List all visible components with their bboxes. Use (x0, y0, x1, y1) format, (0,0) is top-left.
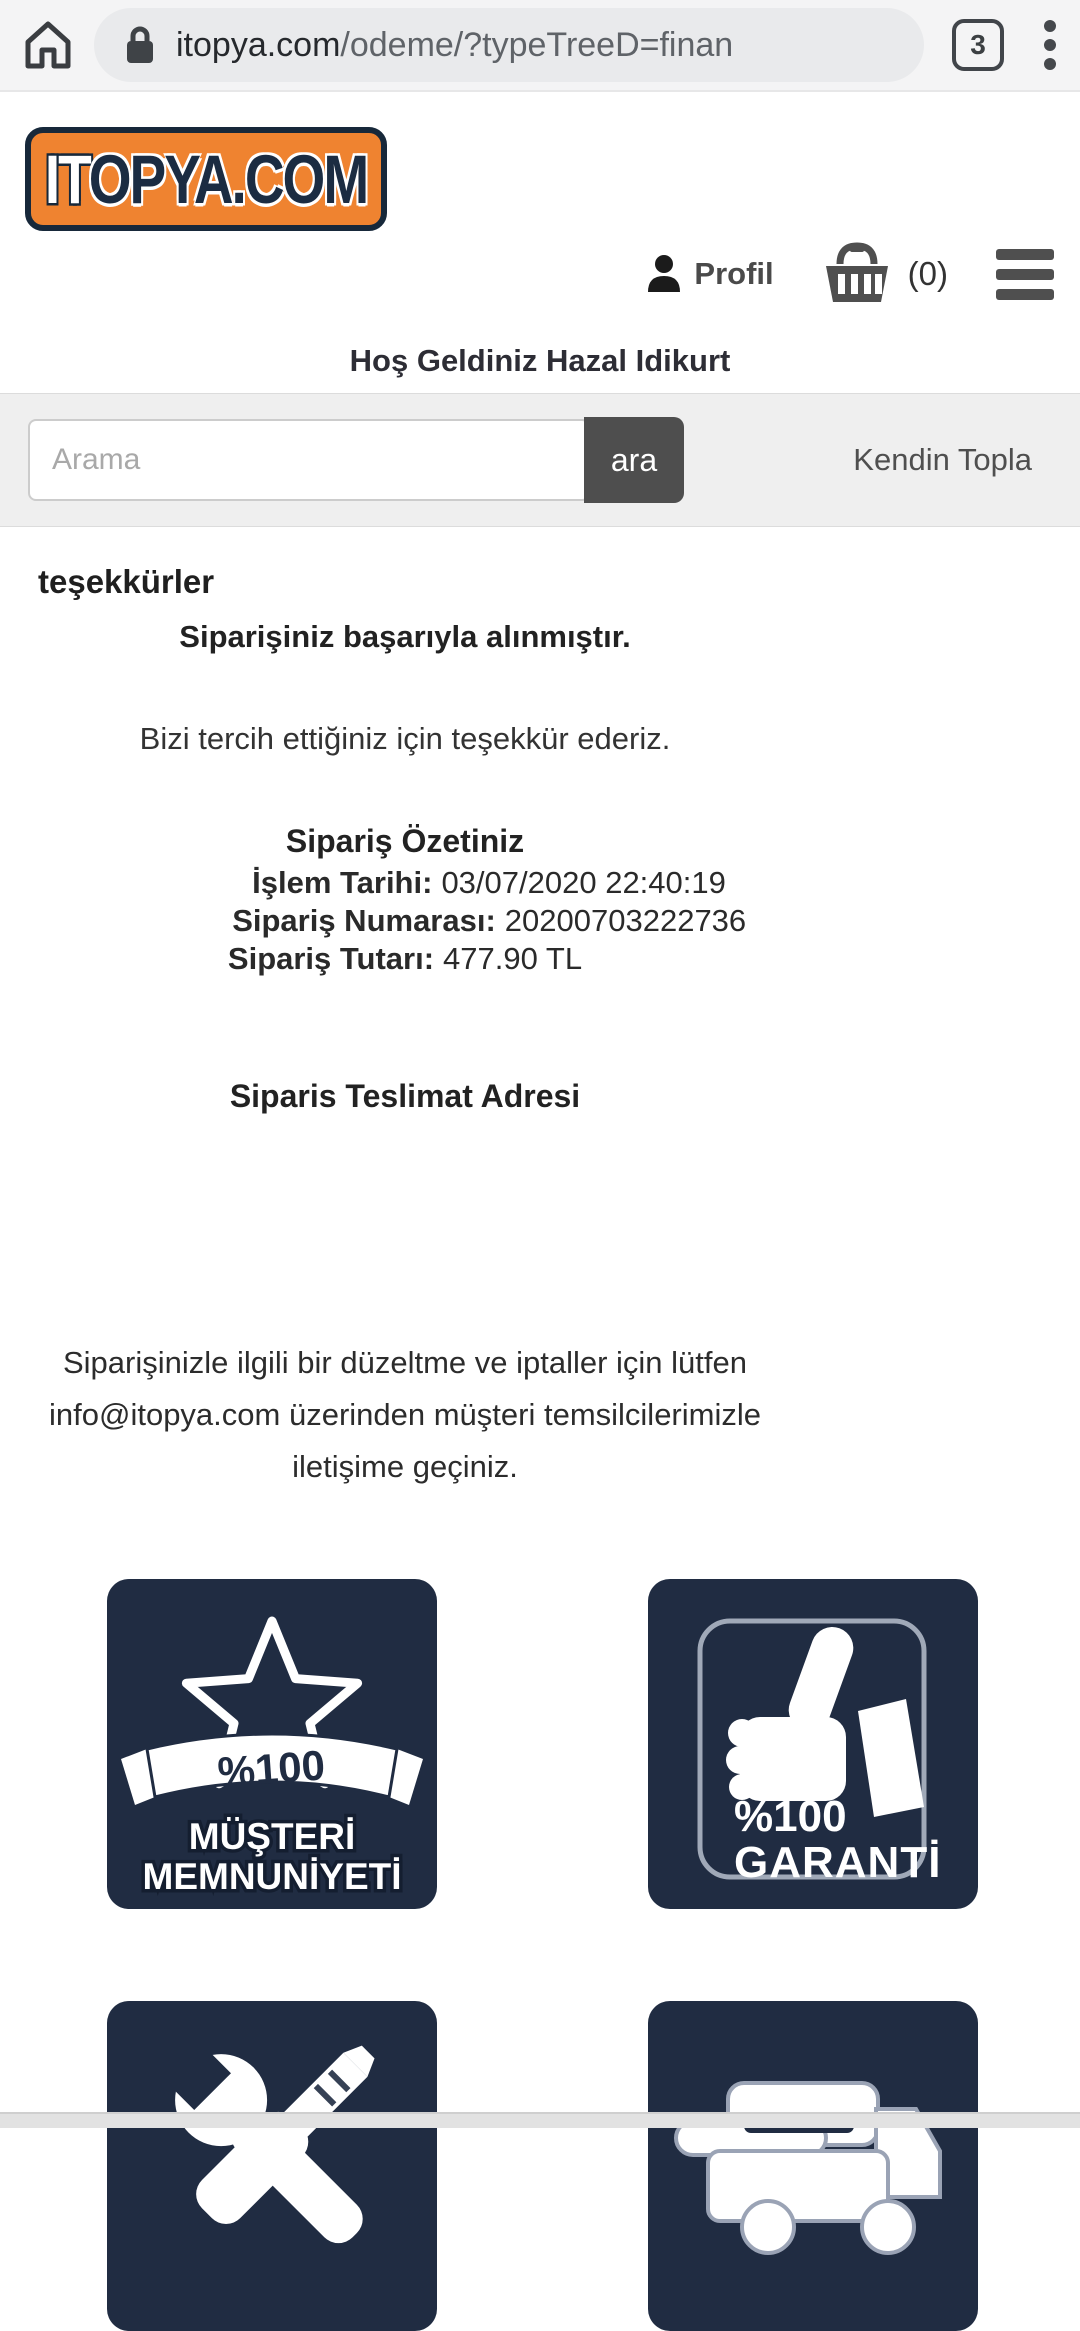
svg-text:MÜŞTERİ: MÜŞTERİ (188, 1816, 356, 1857)
site-logo[interactable] (25, 127, 387, 231)
url-domain: itopya.com (176, 25, 341, 64)
order-date-label: İşlem Tarihi: (252, 865, 433, 900)
main-content (0, 563, 942, 2331)
kebab-dot (1044, 58, 1056, 70)
technical-service-badge (107, 2001, 437, 2331)
svg-text:%100: %100 (216, 1741, 327, 1796)
svg-text:%100: %100 (734, 1792, 847, 1841)
order-total-label: Sipariş Tutarı: (227, 941, 435, 976)
lock-icon (124, 25, 156, 65)
search-section (0, 393, 1080, 527)
site-header (0, 92, 1080, 393)
home-button[interactable] (18, 15, 78, 75)
trust-badges (107, 1579, 942, 2331)
menu-button[interactable] (992, 245, 1058, 304)
support-info-message: Siparişinizle ilgili bir düzeltme ve iptaller için lütfen info@itopya.com üzerinden müşteri temsilcilerimizle iletişime geçiniz. (49, 1345, 761, 1484)
home-icon (20, 17, 76, 73)
profile-label: Profil (694, 256, 774, 291)
profile-button[interactable] (646, 254, 773, 294)
svg-text:MEMNUNİYETİ: MEMNUNİYETİ (142, 1856, 402, 1897)
hamburger-bar (996, 249, 1054, 260)
order-summary-box (165, 864, 813, 940)
page-title: teşekkürler (38, 563, 215, 600)
header-actions (646, 242, 1058, 306)
bottom-edge-strip (0, 2112, 1080, 2128)
browser-menu-button[interactable] (1038, 16, 1062, 74)
basket-icon (818, 242, 896, 306)
customer-satisfaction-badge (107, 1579, 437, 1909)
order-date-value: 03/07/2020 22:40:19 (441, 865, 726, 900)
order-success-message: Siparişiniz başarıyla alınmıştır. (179, 619, 631, 654)
thanks-message: Bizi tercih ettiğiniz için teşekkür ederiz. (139, 721, 671, 756)
star-icon (107, 1579, 437, 1909)
order-number-value: 20200703222736 (504, 903, 746, 938)
svg-text:GARANTİ: GARANTİ (734, 1838, 942, 1887)
url-text (176, 26, 733, 65)
search-input[interactable] (28, 419, 590, 501)
tab-count: 3 (970, 29, 986, 60)
cart-count: (0) (907, 255, 948, 292)
shipping-badge (648, 2001, 978, 2331)
guarantee-badge (648, 1579, 978, 1909)
kebab-dot (1044, 20, 1056, 32)
tools-icon (107, 2001, 437, 2331)
order-number-label: Sipariş Numarası: (232, 903, 496, 938)
kendin-topla-link[interactable]: Kendin Topla (853, 442, 1032, 477)
order-summary-title: Sipariş Özetiniz (285, 823, 525, 859)
order-date-line (165, 864, 813, 902)
truck-icon (648, 2001, 978, 2331)
hamburger-bar (996, 269, 1054, 280)
order-number-line (165, 902, 813, 940)
cart-button[interactable] (818, 242, 948, 306)
hamburger-bar (996, 289, 1054, 300)
kebab-dot (1044, 39, 1056, 51)
delivery-address-title: Siparis Teslimat Adresi (229, 1078, 581, 1114)
search-button[interactable]: ara (584, 417, 684, 503)
order-total-line (0, 940, 810, 978)
order-total-value: 477.90 TL (443, 941, 583, 976)
logo-text: ITOPYA.COM (44, 140, 368, 218)
user-icon (646, 254, 682, 294)
url-bar[interactable] (94, 8, 924, 82)
tab-switcher[interactable] (952, 19, 1004, 71)
url-path: /odeme/?typeTreeD=finan (340, 25, 734, 64)
thumbs-up-icon (648, 1579, 978, 1909)
welcome-message: Hoş Geldiniz Hazal Idikurt (349, 343, 731, 378)
browser-bar (0, 0, 1080, 92)
